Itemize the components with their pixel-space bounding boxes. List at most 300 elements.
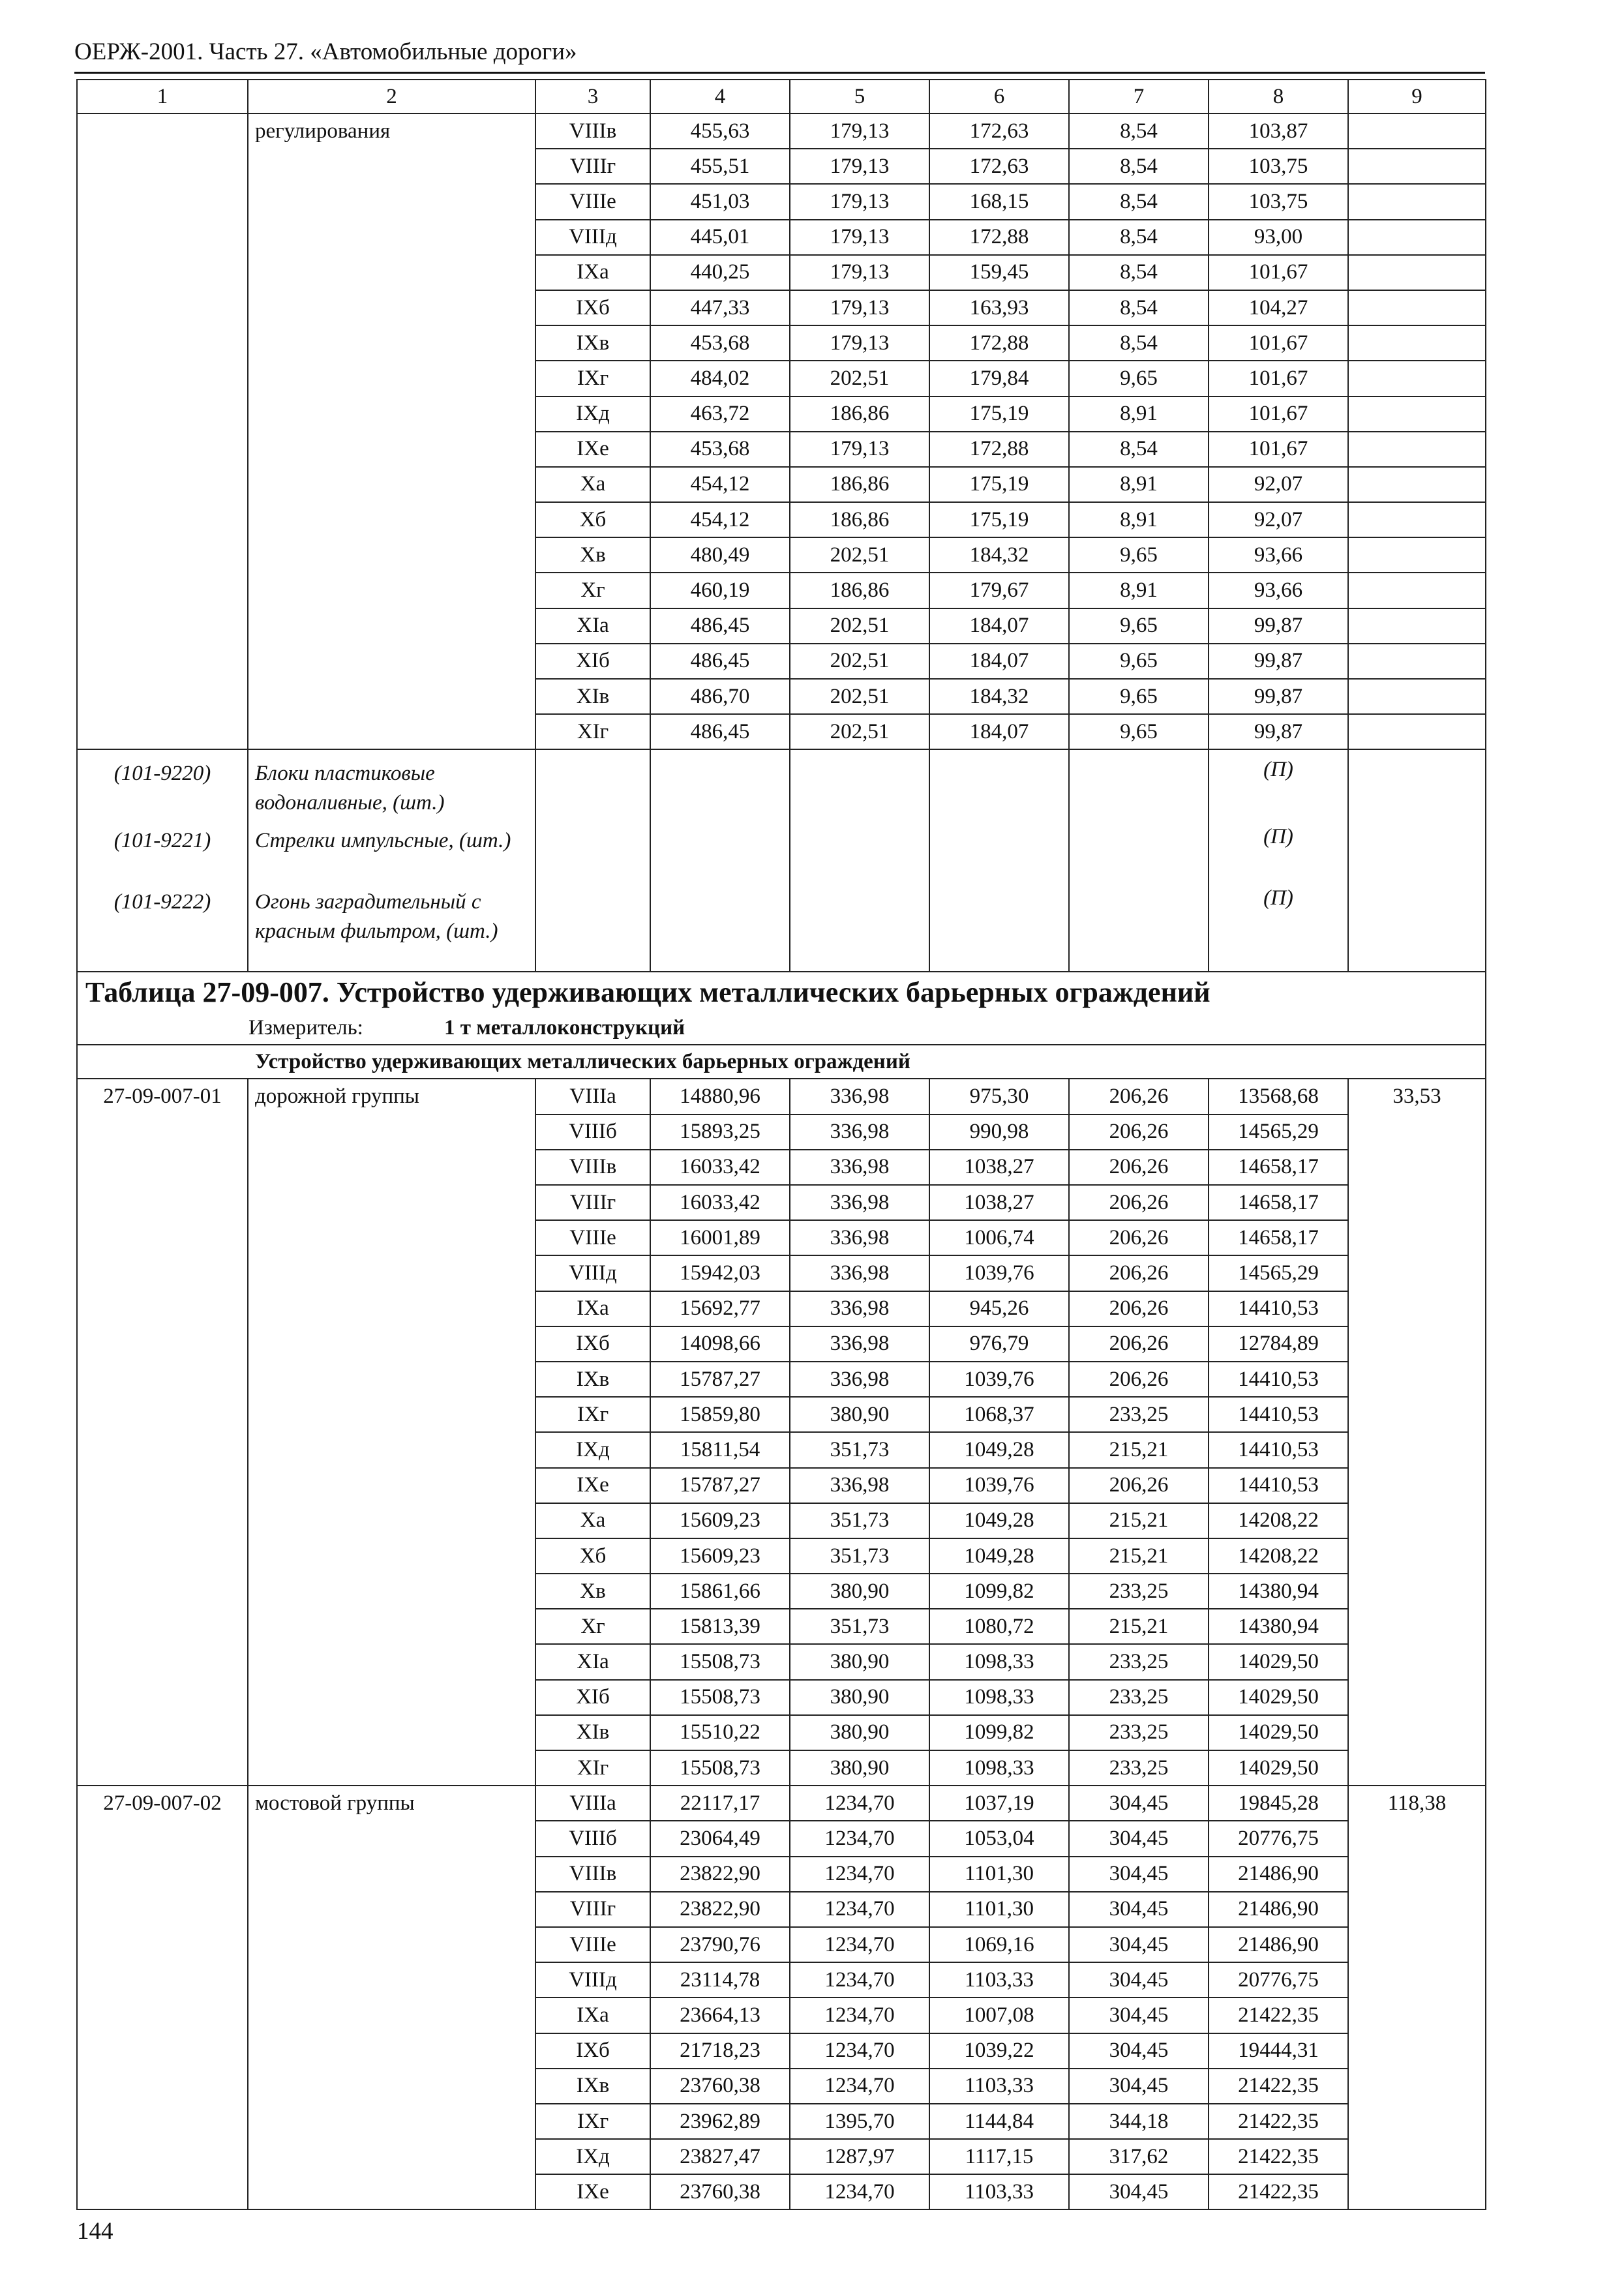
value-cell: 1101,30 — [929, 1892, 1069, 1927]
value-cell: 1234,70 — [790, 2033, 929, 2069]
value-cell: 186,86 — [790, 573, 929, 608]
value-cell: 304,45 — [1069, 2069, 1209, 2104]
value-cell: 21718,23 — [650, 2033, 790, 2069]
value-cell: 101,67 — [1209, 432, 1348, 467]
value-cell: 9,65 — [1069, 537, 1209, 573]
resource-name: Огонь заградительный с красным фильтром, (шт.) — [248, 878, 535, 972]
value-cell: 16001,89 — [650, 1220, 790, 1255]
value-cell: 1234,70 — [790, 1786, 929, 1821]
value-cell — [1348, 608, 1486, 644]
empty-cell — [790, 878, 929, 972]
measure-value: 1 т металлоконструкций — [444, 1016, 685, 1040]
value-cell: 233,25 — [1069, 1715, 1209, 1750]
value-cell: 486,70 — [650, 679, 790, 714]
value-cell: 206,26 — [1069, 1291, 1209, 1326]
value-cell — [1348, 255, 1486, 290]
class-cell: Xа — [535, 467, 650, 502]
value-cell: 8,54 — [1069, 113, 1209, 149]
value-cell: 1099,82 — [929, 1574, 1069, 1609]
value-cell: 351,73 — [790, 1432, 929, 1467]
value-cell: 1039,76 — [929, 1255, 1069, 1291]
value-cell — [1348, 290, 1486, 325]
column-number: 6 — [929, 80, 1069, 113]
value-cell: 304,45 — [1069, 1821, 1209, 1856]
class-cell: XIа — [535, 1644, 650, 1679]
empty-cell — [650, 817, 790, 878]
value-cell: 23822,90 — [650, 1857, 790, 1892]
value-cell: 1038,27 — [929, 1150, 1069, 1185]
class-cell: IXа — [535, 1997, 650, 2033]
value-cell: 19845,28 — [1209, 1786, 1348, 1821]
column-number: 4 — [650, 80, 790, 113]
value-cell: 16033,42 — [650, 1150, 790, 1185]
class-cell: IXв — [535, 325, 650, 361]
value-cell: 99,87 — [1209, 644, 1348, 679]
value-cell: 1049,28 — [929, 1503, 1069, 1538]
value-cell: 8,91 — [1069, 502, 1209, 537]
value-cell: 304,45 — [1069, 1786, 1209, 1821]
value-cell: 351,73 — [790, 1503, 929, 1538]
class-cell: XIг — [535, 714, 650, 749]
value-cell: 21422,35 — [1209, 2174, 1348, 2209]
value-cell: 1006,74 — [929, 1220, 1069, 1255]
value-cell: 206,26 — [1069, 1326, 1209, 1362]
empty-cell — [790, 817, 929, 878]
value-cell: 15811,54 — [650, 1432, 790, 1467]
value-cell: 14029,50 — [1209, 1680, 1348, 1715]
value-cell: 206,26 — [1069, 1185, 1209, 1220]
value-cell: 179,13 — [790, 255, 929, 290]
value-cell: 1103,33 — [929, 2174, 1069, 2209]
value-cell: 1098,33 — [929, 1644, 1069, 1679]
value-cell: 14029,50 — [1209, 1644, 1348, 1679]
value-cell: 21422,35 — [1209, 2139, 1348, 2174]
value-cell: 1069,16 — [929, 1927, 1069, 1962]
class-cell: IXв — [535, 2069, 650, 2104]
value-cell — [1348, 573, 1486, 608]
value-cell: 206,26 — [1069, 1079, 1209, 1114]
empty-cell — [1069, 749, 1209, 817]
empty-cell — [929, 878, 1069, 972]
value-cell: 184,32 — [929, 679, 1069, 714]
resource-mark: (П) — [1209, 749, 1348, 817]
value-cell: 23114,78 — [650, 1962, 790, 1997]
value-cell: 486,45 — [650, 714, 790, 749]
value-cell: 304,45 — [1069, 1962, 1209, 1997]
value-cell: 380,90 — [790, 1715, 929, 1750]
value-cell: 172,88 — [929, 220, 1069, 255]
value-cell: 336,98 — [790, 1115, 929, 1150]
value-cell: 21422,35 — [1209, 2069, 1348, 2104]
class-cell: IXб — [535, 2033, 650, 2069]
value-cell: 304,45 — [1069, 2174, 1209, 2209]
name-cell: мостовой группы — [248, 1786, 535, 2209]
value-cell: 14565,29 — [1209, 1115, 1348, 1150]
resource-mark: (П) — [1209, 878, 1348, 972]
value-cell: 101,67 — [1209, 396, 1348, 432]
value-cell: 101,67 — [1209, 361, 1348, 396]
col9-cell: 118,38 — [1348, 1786, 1486, 2209]
value-cell: 380,90 — [790, 1574, 929, 1609]
value-cell: 440,25 — [650, 255, 790, 290]
value-cell — [1348, 396, 1486, 432]
value-cell: 1117,15 — [929, 2139, 1069, 2174]
value-cell: 179,67 — [929, 573, 1069, 608]
value-cell: 14098,66 — [650, 1326, 790, 1362]
value-cell: 380,90 — [790, 1644, 929, 1679]
value-cell: 454,12 — [650, 467, 790, 502]
resource-row — [77, 817, 1486, 878]
value-cell: 206,26 — [1069, 1468, 1209, 1503]
value-cell: 453,68 — [650, 325, 790, 361]
value-cell: 14410,53 — [1209, 1468, 1348, 1503]
value-cell: 14880,96 — [650, 1079, 790, 1114]
value-cell: 19444,31 — [1209, 2033, 1348, 2069]
empty-cell — [929, 817, 1069, 878]
class-cell: XIб — [535, 644, 650, 679]
value-cell: 23760,38 — [650, 2174, 790, 2209]
value-cell — [1348, 644, 1486, 679]
value-cell: 15508,73 — [650, 1644, 790, 1679]
value-cell: 336,98 — [790, 1291, 929, 1326]
value-cell: 233,25 — [1069, 1750, 1209, 1786]
class-cell: Xб — [535, 1538, 650, 1574]
value-cell: 1234,70 — [790, 1962, 929, 1997]
class-cell: VIIIа — [535, 1786, 650, 1821]
resource-code: (101-9221) — [77, 817, 248, 878]
empty-cell — [535, 817, 650, 878]
resource-name: Блоки пластиковые водоналивные, (шт.) — [248, 749, 535, 817]
value-cell: 233,25 — [1069, 1397, 1209, 1432]
value-cell: 175,19 — [929, 467, 1069, 502]
value-cell: 13568,68 — [1209, 1079, 1348, 1114]
value-cell: 175,19 — [929, 502, 1069, 537]
value-cell: 23822,90 — [650, 1892, 790, 1927]
value-cell: 103,75 — [1209, 149, 1348, 184]
class-cell: XIб — [535, 1680, 650, 1715]
value-cell: 344,18 — [1069, 2104, 1209, 2139]
class-cell: IXб — [535, 1326, 650, 1362]
value-cell: 168,15 — [929, 184, 1069, 219]
value-cell: 8,54 — [1069, 325, 1209, 361]
value-cell: 14410,53 — [1209, 1397, 1348, 1432]
value-cell: 1007,08 — [929, 1997, 1069, 2033]
empty-cell — [1069, 878, 1209, 972]
value-cell: 1039,76 — [929, 1468, 1069, 1503]
class-cell: Xб — [535, 502, 650, 537]
resource-row — [77, 878, 1486, 972]
value-cell: 233,25 — [1069, 1680, 1209, 1715]
class-cell: IXг — [535, 361, 650, 396]
value-cell: 463,72 — [650, 396, 790, 432]
value-cell: 14380,94 — [1209, 1609, 1348, 1644]
value-cell: 202,51 — [790, 714, 929, 749]
value-cell: 15609,23 — [650, 1538, 790, 1574]
code-cell — [77, 113, 248, 749]
value-cell — [1348, 149, 1486, 184]
value-cell: 1103,33 — [929, 1962, 1069, 1997]
value-cell: 336,98 — [790, 1220, 929, 1255]
value-cell: 15508,73 — [650, 1750, 790, 1786]
value-cell: 14208,22 — [1209, 1538, 1348, 1574]
resource-name: Стрелки импульсные, (шт.) — [248, 817, 535, 878]
class-cell: VIIIд — [535, 1962, 650, 1997]
value-cell: 15787,27 — [650, 1362, 790, 1397]
value-cell: 975,30 — [929, 1079, 1069, 1114]
class-cell: VIIIг — [535, 1185, 650, 1220]
value-cell: 215,21 — [1069, 1538, 1209, 1574]
class-cell: Xв — [535, 537, 650, 573]
value-cell — [1348, 467, 1486, 502]
empty-cell — [1348, 749, 1486, 817]
value-cell: 1049,28 — [929, 1432, 1069, 1467]
value-cell: 1144,84 — [929, 2104, 1069, 2139]
subheader: Устройство удерживающих металлических барьерных ограждений — [77, 1045, 1486, 1079]
class-cell: IXе — [535, 432, 650, 467]
table-row — [77, 1786, 1486, 1821]
value-cell: 15609,23 — [650, 1503, 790, 1538]
value-cell: 179,13 — [790, 220, 929, 255]
value-cell: 447,33 — [650, 290, 790, 325]
value-cell: 445,01 — [650, 220, 790, 255]
value-cell: 23962,89 — [650, 2104, 790, 2139]
value-cell: 1234,70 — [790, 1927, 929, 1962]
value-cell: 92,07 — [1209, 467, 1348, 502]
class-cell: XIа — [535, 608, 650, 644]
value-cell: 1395,70 — [790, 2104, 929, 2139]
empty-cell — [650, 878, 790, 972]
value-cell: 336,98 — [790, 1362, 929, 1397]
value-cell: 186,86 — [790, 502, 929, 537]
value-cell: 21486,90 — [1209, 1927, 1348, 1962]
value-cell: 336,98 — [790, 1255, 929, 1291]
value-cell: 179,84 — [929, 361, 1069, 396]
value-cell: 202,51 — [790, 537, 929, 573]
table-row — [77, 1079, 1486, 1114]
value-cell: 103,87 — [1209, 113, 1348, 149]
value-cell: 15692,77 — [650, 1291, 790, 1326]
value-cell: 14208,22 — [1209, 1503, 1348, 1538]
column-number: 5 — [790, 80, 929, 113]
class-cell: VIIIб — [535, 1821, 650, 1856]
value-cell: 9,65 — [1069, 679, 1209, 714]
value-cell: 99,87 — [1209, 608, 1348, 644]
value-cell: 1038,27 — [929, 1185, 1069, 1220]
value-cell: 336,98 — [790, 1326, 929, 1362]
value-cell: 14029,50 — [1209, 1750, 1348, 1786]
value-cell: 380,90 — [790, 1750, 929, 1786]
value-cell: 21422,35 — [1209, 1997, 1348, 2033]
value-cell: 1234,70 — [790, 2069, 929, 2104]
value-cell — [1348, 325, 1486, 361]
value-cell: 1098,33 — [929, 1680, 1069, 1715]
value-cell: 172,63 — [929, 149, 1069, 184]
value-cell: 8,91 — [1069, 396, 1209, 432]
subheader-row — [77, 1045, 1486, 1079]
value-cell: 304,45 — [1069, 1892, 1209, 1927]
value-cell: 215,21 — [1069, 1432, 1209, 1467]
value-cell: 202,51 — [790, 608, 929, 644]
value-cell: 8,54 — [1069, 290, 1209, 325]
name-cell: регулирования — [248, 113, 535, 749]
value-cell: 206,26 — [1069, 1220, 1209, 1255]
value-cell — [1348, 184, 1486, 219]
value-cell: 163,93 — [929, 290, 1069, 325]
class-cell: VIIIг — [535, 1892, 650, 1927]
value-cell: 1080,72 — [929, 1609, 1069, 1644]
value-cell: 1101,30 — [929, 1857, 1069, 1892]
resource-mark: (П) — [1209, 817, 1348, 878]
measure-label: Измеритель: — [248, 1016, 363, 1040]
value-cell: 233,25 — [1069, 1644, 1209, 1679]
class-cell: XIв — [535, 1715, 650, 1750]
value-cell: 15942,03 — [650, 1255, 790, 1291]
value-cell: 8,54 — [1069, 149, 1209, 184]
class-cell: IXв — [535, 1362, 650, 1397]
empty-cell — [1069, 817, 1209, 878]
class-cell: Xв — [535, 1574, 650, 1609]
value-cell: 1053,04 — [929, 1821, 1069, 1856]
value-cell: 304,45 — [1069, 2033, 1209, 2069]
value-cell: 484,02 — [650, 361, 790, 396]
value-cell: 380,90 — [790, 1397, 929, 1432]
value-cell: 317,62 — [1069, 2139, 1209, 2174]
table-title: Таблица 27-09-007. Устройство удерживающих металлических барьерных ограждений — [77, 972, 1486, 1012]
value-cell: 20776,75 — [1209, 1821, 1348, 1856]
value-cell: 380,90 — [790, 1680, 929, 1715]
value-cell: 8,91 — [1069, 573, 1209, 608]
value-cell: 486,45 — [650, 608, 790, 644]
class-cell: IXг — [535, 1397, 650, 1432]
value-cell: 15813,39 — [650, 1609, 790, 1644]
value-cell: 186,86 — [790, 467, 929, 502]
value-cell: 1234,70 — [790, 1892, 929, 1927]
value-cell: 23790,76 — [650, 1927, 790, 1962]
value-cell: 206,26 — [1069, 1255, 1209, 1291]
class-cell: VIIIе — [535, 1927, 650, 1962]
empty-cell — [1348, 878, 1486, 972]
value-cell: 179,13 — [790, 325, 929, 361]
value-cell: 184,32 — [929, 537, 1069, 573]
value-cell: 976,79 — [929, 1326, 1069, 1362]
value-cell: 179,13 — [790, 113, 929, 149]
code-cell: 27-09-007-01 — [77, 1079, 248, 1786]
header-rule — [74, 72, 1485, 74]
value-cell: 23760,38 — [650, 2069, 790, 2104]
value-cell — [1348, 679, 1486, 714]
value-cell: 101,67 — [1209, 255, 1348, 290]
class-cell: IXд — [535, 1432, 650, 1467]
table-title-row — [77, 972, 1486, 1012]
value-cell: 1234,70 — [790, 1857, 929, 1892]
value-cell: 454,12 — [650, 502, 790, 537]
value-cell: 14410,53 — [1209, 1432, 1348, 1467]
value-cell: 1068,37 — [929, 1397, 1069, 1432]
value-cell: 351,73 — [790, 1609, 929, 1644]
empty-cell — [1348, 817, 1486, 878]
value-cell: 14565,29 — [1209, 1255, 1348, 1291]
value-cell: 206,26 — [1069, 1362, 1209, 1397]
value-cell: 179,13 — [790, 149, 929, 184]
value-cell: 233,25 — [1069, 1574, 1209, 1609]
class-cell: VIIIб — [535, 1115, 650, 1150]
value-cell: 179,13 — [790, 184, 929, 219]
class-cell: VIIIе — [535, 184, 650, 219]
value-cell: 336,98 — [790, 1150, 929, 1185]
column-number-row — [77, 80, 1486, 113]
value-cell: 9,65 — [1069, 714, 1209, 749]
class-cell: IXд — [535, 2139, 650, 2174]
column-number: 8 — [1209, 80, 1348, 113]
empty-cell — [535, 878, 650, 972]
value-cell: 486,45 — [650, 644, 790, 679]
value-cell: 21486,90 — [1209, 1892, 1348, 1927]
value-cell: 304,45 — [1069, 1927, 1209, 1962]
class-cell: Xг — [535, 573, 650, 608]
class-cell: VIIIв — [535, 113, 650, 149]
class-cell: VIIIе — [535, 1220, 650, 1255]
class-cell: Xг — [535, 1609, 650, 1644]
value-cell: 14410,53 — [1209, 1291, 1348, 1326]
value-cell — [1348, 502, 1486, 537]
value-cell: 179,13 — [790, 432, 929, 467]
value-cell: 8,54 — [1069, 255, 1209, 290]
resource-code: (101-9222) — [77, 878, 248, 972]
value-cell: 14029,50 — [1209, 1715, 1348, 1750]
page-number: 144 — [77, 2218, 113, 2245]
value-cell: 22117,17 — [650, 1786, 790, 1821]
value-cell: 304,45 — [1069, 1997, 1209, 2033]
value-cell: 23064,49 — [650, 1821, 790, 1856]
value-cell: 21422,35 — [1209, 2104, 1348, 2139]
value-cell: 215,21 — [1069, 1503, 1209, 1538]
value-cell: 945,26 — [929, 1291, 1069, 1326]
value-cell: 1098,33 — [929, 1750, 1069, 1786]
class-cell: IXд — [535, 396, 650, 432]
class-cell: IXг — [535, 2104, 650, 2139]
column-number: 3 — [535, 80, 650, 113]
value-cell: 202,51 — [790, 644, 929, 679]
value-cell: 1037,19 — [929, 1786, 1069, 1821]
class-cell: IXе — [535, 1468, 650, 1503]
value-cell: 8,54 — [1069, 432, 1209, 467]
value-cell: 336,98 — [790, 1185, 929, 1220]
value-cell: 480,49 — [650, 537, 790, 573]
value-cell: 14658,17 — [1209, 1185, 1348, 1220]
column-number: 2 — [248, 80, 535, 113]
value-cell: 206,26 — [1069, 1150, 1209, 1185]
value-cell: 21486,90 — [1209, 1857, 1348, 1892]
value-cell: 101,67 — [1209, 325, 1348, 361]
class-cell: VIIIд — [535, 220, 650, 255]
value-cell: 20776,75 — [1209, 1962, 1348, 1997]
value-cell: 93,66 — [1209, 573, 1348, 608]
value-cell: 23664,13 — [650, 1997, 790, 2033]
value-cell: 1049,28 — [929, 1538, 1069, 1574]
value-cell: 103,75 — [1209, 184, 1348, 219]
value-cell: 15508,73 — [650, 1680, 790, 1715]
value-cell: 186,86 — [790, 396, 929, 432]
column-number: 9 — [1348, 80, 1486, 113]
col9-cell: 33,53 — [1348, 1079, 1486, 1786]
value-cell: 1099,82 — [929, 1715, 1069, 1750]
class-cell: IXе — [535, 2174, 650, 2209]
value-cell: 455,63 — [650, 113, 790, 149]
class-cell: VIIIв — [535, 1857, 650, 1892]
class-cell: IXа — [535, 1291, 650, 1326]
value-cell — [1348, 714, 1486, 749]
value-cell: 8,54 — [1069, 220, 1209, 255]
